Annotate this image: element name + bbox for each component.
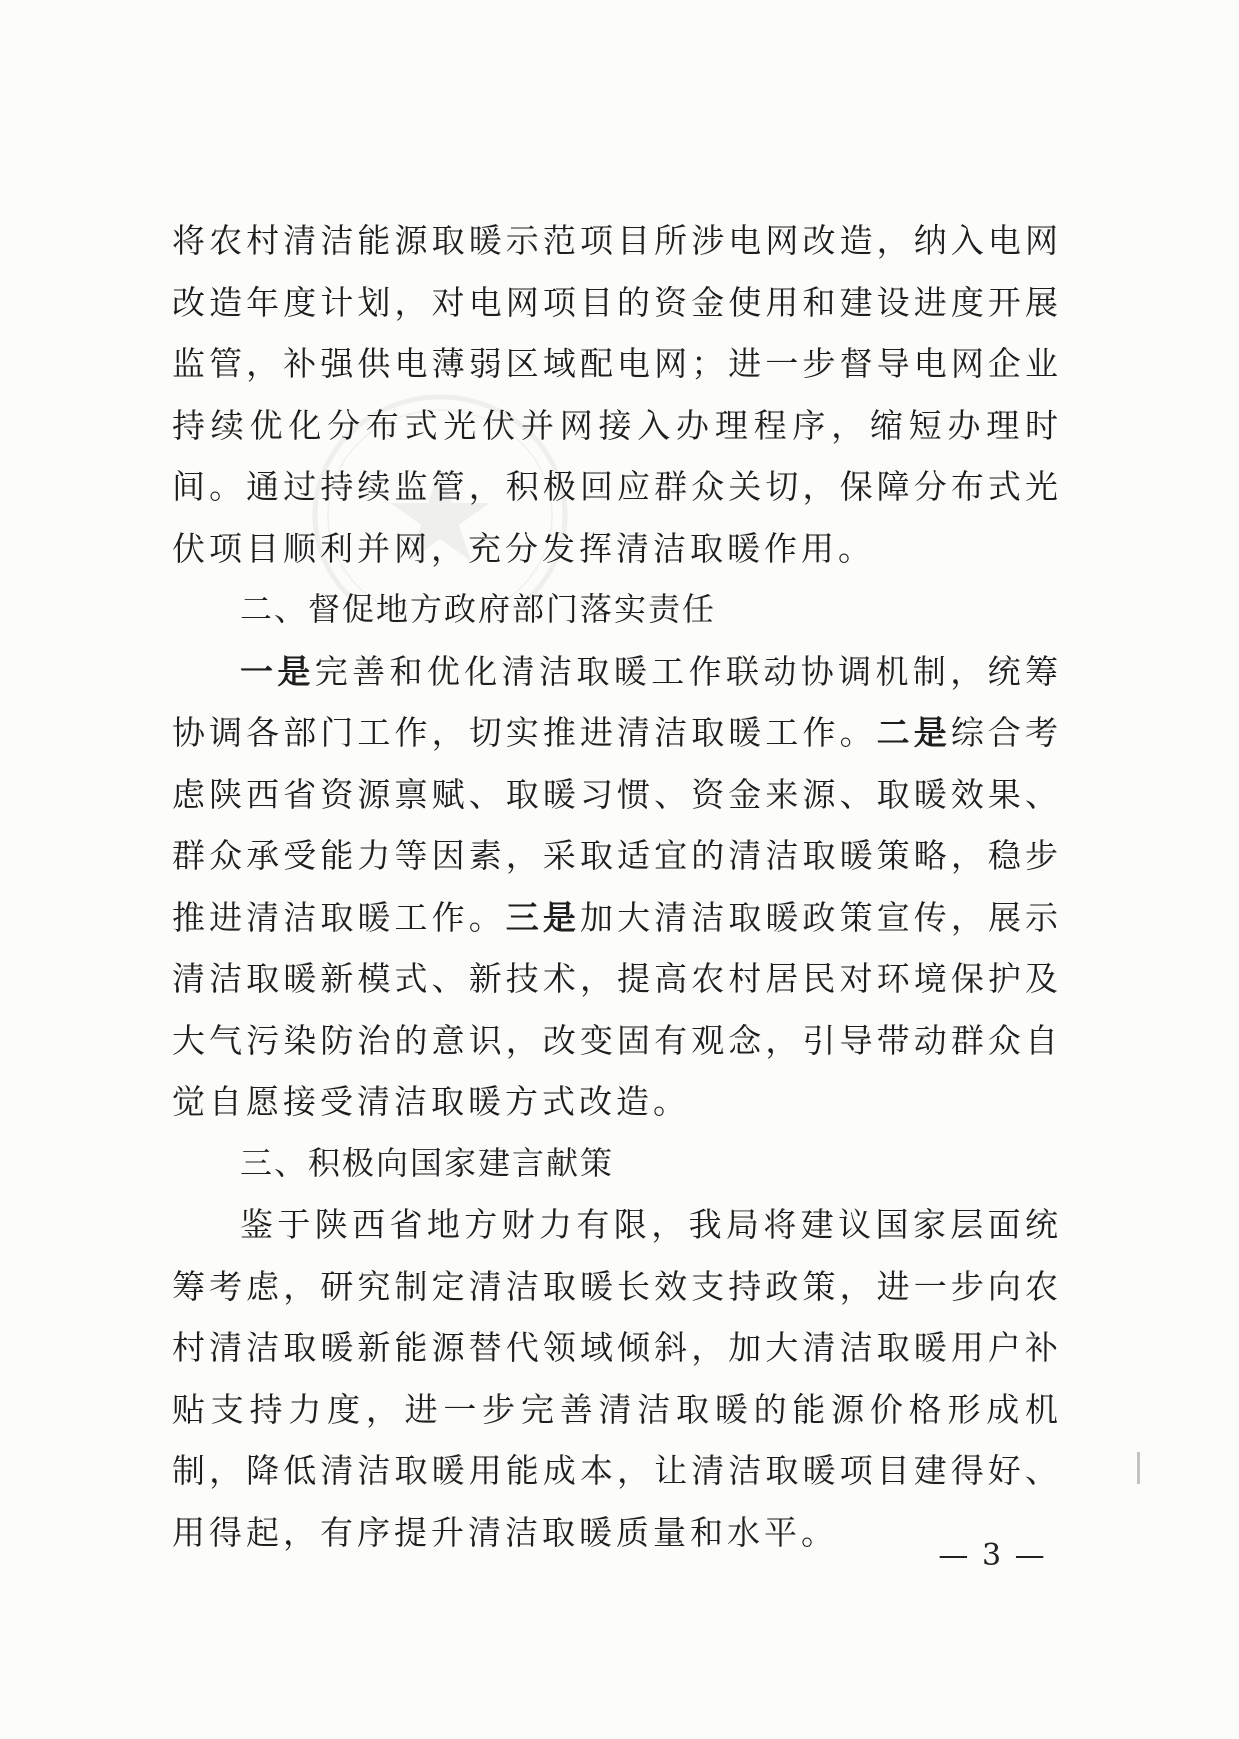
scan-edge-mark [1137,1452,1140,1484]
lead-second: 二是 [876,713,951,752]
measure-second-text: 综合考虑陕西省资源禀赋、取暖习惯、资金来源、取暖效果、群众承受能力等因素，采取适宜的清洁取暖策略，稳步推进清洁取暖工作。 [172,713,1063,937]
measure-first-text: 完善和优化清洁取暖工作联动协调机制，统筹协调各部门工作，切实推进清洁取暖工作。 [172,651,1063,752]
lead-first: 一是 [240,651,315,691]
section-heading-national-suggestions: 三、积极向国家建言献策 [240,1143,615,1182]
paragraph-grid-supervision: 将农村清洁能源取暖示范项目所涉电网改造，纳入电网改造年度计划，对电网项目的资金使用和建设进度开展监管，补强供电薄弱区域配电网；进一步督导电网企业持续优化分布式光伏并网接入办理程序，缩短办理时间。通过持续监管，积极回应群众关切，保障分布式光伏项目顺利并网，充分发挥清洁取暖作用。 [172,221,1062,568]
page-number: — 3 — [938,1538,1047,1573]
paragraph-national-suggestions: 鉴于陕西省地方财力有限，我局将建议国家层面统筹考虑，研究制定清洁取暖长效支持政策，进一步向农村清洁取暖新能源替代领域倾斜，加大清洁取暖用户补贴支持力度，进一步完善清洁取暖的能源价格形成机制，降低清洁取暖用能成本，让清洁取暖项目建得好、用得起，有序提升清洁取暖质量和水平。 [172,1205,1062,1552]
lead-third: 三是 [505,897,580,937]
section-heading-local-government: 二、督促地方政府部门落实责任 [240,590,717,628]
paragraph-local-government-measures [172,641,1062,1133]
document-body [172,210,1062,1563]
measure-third-text: 加大清洁取暖政策宣传，展示清洁取暖新模式、新技术，提高农村居民对环境保护及大气污染防治的意识，改变固有观念，引导带动群众自觉自愿接受清洁取暖方式改造。 [172,897,1063,1121]
